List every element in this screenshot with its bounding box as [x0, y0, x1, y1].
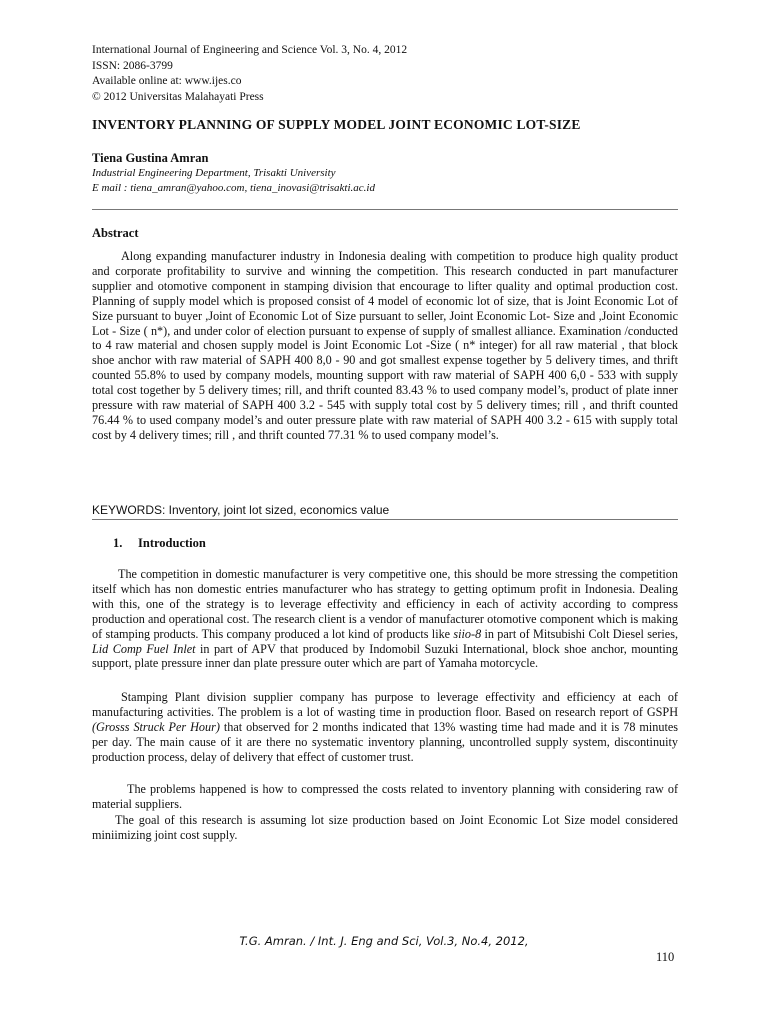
journal-issn: ISSN: 2086-3799: [92, 59, 173, 72]
journal-header: [92, 43, 407, 105]
footer-citation: T.G. Amran. / Int. J. Eng and Sci, Vol.3, No.4, 2012,: [239, 934, 529, 948]
intro-p1-text-c: in part of Mitsubishi Colt Diesel series,: [481, 626, 679, 641]
intro-p1-text-e: in part of APV that produced by Indomobil Suzuki International, block shoe anchor, mounting support, plate pressure inner dan plate pressure outer which are part of Yamaha motorcycle.: [92, 641, 678, 671]
intro-p1-text-a: The competition in domestic manufacturer is very competitive one, this should be more stressing the competition itself which has non domestic entries manufacturer who has strategy to getting optimum profit in Indonesia. Dealing with this, one of the strategy is to leverage effectivity and efficiency in each of activity according to compress production and operational cost. The research client is a vendor of manufacturer otomotive component which is making of stamping products. This company produced a lot kind of products like: [92, 567, 678, 641]
journal-availability: Available online at: www.ijes.co: [92, 75, 242, 87]
intro-p2-text-a: Stamping Plant division supplier company has purpose to leverage effectivity and efficiency at each of manufacturing activities. The problem is a lot of wasting time in production floor. Based on research report of GSPH: [92, 690, 678, 719]
keywords: KEYWORDS: Inventory, joint lot sized, economics value: [92, 503, 390, 517]
intro-paragraph-1: [92, 567, 678, 671]
author-name: Tiena Gustina Amran: [92, 151, 209, 165]
intro-paragraph-4: The goal of this research is assuming lot size production based on Joint Economic Lot Size model considered miniimizing joint cost supply.: [92, 813, 678, 842]
journal-copyright: © 2012 Universitas Malahayati Press: [92, 90, 264, 103]
journal-name: International Journal of Engineering and Science Vol. 3, No. 4, 2012: [92, 44, 408, 56]
author-affiliation-block: [92, 166, 375, 196]
abstract-text: Along expanding manufacturer industry in Indonesia dealing with competition to produce high quality product and corporate profitability to survive and winning the competition. This research conducted in part manufacturer supplier and otomotive component in stamping division that encourage to lifter quality and optimal production cost. Planning of supply model which is proposed consist of 4 model of economic lot of size, that is Joint Economic Lot of Size pursuant to buyer ,Joint of Economic Lot of Size pursuant to seller, Joint Economic Lot- Size and ,Joint Economic Lot - Size ( n*), and under color of election pursuant to expense of supply of smallest alliance. Examination /conducted to 4 raw material and chosen supply model is Joint Economic Lot -Size ( n* integer) for all raw material , that block shoe anchor with raw material of SAPH 400 8,0 - 90 and got smallest expense together by 5 delivery times, and thrift counted 55.8% to used by company models, mounting support with raw material of SAPH 400 6,0 - 533 with supply total cost together by 5 delivery times; rill, and thrift counted 83.43 % to used company model’s, product of plate inner pressure with raw material of SAPH 400 3.2 - 545 with supply total cost by 5 delivery times; rill , and thrift counted 76.44 % to used company model’s and outer pressure plate with raw material of SAPH 400 3.2 - 615 with supply total cost by 4 delivery times; rill , and thrift counted 77.31 % to used company model’s.: [92, 249, 678, 442]
section-title: Introduction: [138, 536, 206, 550]
paper-title: INVENTORY PLANNING OF SUPPLY MODEL JOINT ECONOMIC LOT-SIZE: [92, 117, 581, 132]
abstract-heading: Abstract: [92, 226, 139, 240]
author-affiliation: Industrial Engineering Department, Trisakti University: [92, 167, 336, 179]
section-number: 1.: [113, 536, 123, 550]
intro-paragraph-2: [92, 690, 678, 765]
page-number: 110: [656, 950, 675, 964]
keywords-divider: [92, 519, 678, 520]
intro-p1-product-lid: Lid Comp Fuel Inlet: [92, 641, 196, 656]
author-email: E mail : tiena_amran@yahoo.com, tiena_inovasi@trisakti.ac.id: [92, 182, 375, 194]
intro-paragraph-3: The problems happened is how to compressed the costs related to inventory planning with considering raw of material suppliers.: [92, 782, 678, 811]
header-divider: [92, 209, 678, 210]
intro-p2-gsph-term: (Grosss Struck Per Hour): [92, 719, 220, 734]
intro-p2-text-c: that observed for 2 months indicated that 13% wasting time had made and it is 78 minutes per day. The main cause of it are there no systematic inventory planning, uncontrolled supply system, discontinuity production process, delay of delivery that effect of customer trust.: [92, 719, 678, 764]
intro-p1-product-siio: siio-8: [453, 626, 482, 641]
section-heading-introduction: [113, 536, 206, 551]
